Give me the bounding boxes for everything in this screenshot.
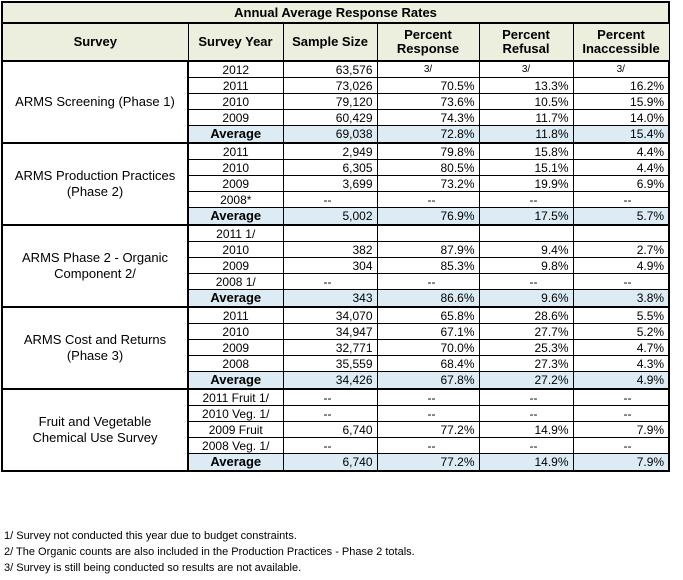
sample-size-cell: 60,429 xyxy=(283,110,377,126)
percent-inaccessible-cell xyxy=(573,225,669,242)
percent-inaccessible-cell: -- xyxy=(573,438,669,454)
sample-size-cell: 35,559 xyxy=(283,356,377,372)
percent-refusal-cell: 15.1% xyxy=(479,160,573,176)
survey-year-cell: 2009 xyxy=(188,110,283,126)
average-label: Average xyxy=(188,290,283,308)
survey-year-cell: 2008* xyxy=(188,192,283,208)
survey-year-cell: 2011 1/ xyxy=(188,225,283,242)
sample-size-cell: 304 xyxy=(283,258,377,274)
percent-response-cell: -- xyxy=(377,406,479,422)
average-sample-size: 69,038 xyxy=(283,126,377,144)
average-percent-inaccessible: 4.9% xyxy=(573,372,669,390)
survey-year-cell: 2010 xyxy=(188,94,283,110)
table-row xyxy=(2,389,669,406)
table-row xyxy=(2,61,669,78)
survey-year-cell: 2009 xyxy=(188,340,283,356)
sample-size-cell: 32,771 xyxy=(283,340,377,356)
average-sample-size: 5,002 xyxy=(283,208,377,226)
survey-year-cell: 2009 Fruit xyxy=(188,422,283,438)
percent-refusal-cell: 10.5% xyxy=(479,94,573,110)
average-sample-size: 34,426 xyxy=(283,372,377,390)
percent-inaccessible-cell: 15.9% xyxy=(573,94,669,110)
header-percent-response: Percent Response xyxy=(377,23,479,61)
percent-refusal-cell: 13.3% xyxy=(479,78,573,94)
percent-refusal-cell: -- xyxy=(479,274,573,290)
percent-response-cell: -- xyxy=(377,192,479,208)
percent-refusal-cell: -- xyxy=(479,389,573,406)
percent-refusal-cell: -- xyxy=(479,406,573,422)
sample-size-cell: -- xyxy=(283,438,377,454)
sample-size-cell: 3,699 xyxy=(283,176,377,192)
sample-size-cell: 6,305 xyxy=(283,160,377,176)
percent-refusal-cell: 19.9% xyxy=(479,176,573,192)
header-percent-refusal: Percent Refusal xyxy=(479,23,573,61)
header-survey: Survey xyxy=(2,23,188,61)
response-rates-table xyxy=(1,1,670,472)
average-percent-response: 72.8% xyxy=(377,126,479,144)
sample-size-cell: 73,026 xyxy=(283,78,377,94)
percent-inaccessible-cell: 16.2% xyxy=(573,78,669,94)
percent-inaccessible-cell: -- xyxy=(573,192,669,208)
survey-year-cell: 2010 xyxy=(188,160,283,176)
survey-year-cell: 2011 Fruit 1/ xyxy=(188,389,283,406)
survey-year-cell: 2011 xyxy=(188,78,283,94)
survey-name: ARMS Phase 2 - Organic Component 2/ xyxy=(2,225,188,307)
percent-inaccessible-cell: 5.2% xyxy=(573,324,669,340)
average-percent-refusal: 14.9% xyxy=(479,454,573,472)
sample-size-cell: 63,576 xyxy=(283,61,377,78)
percent-response-cell: -- xyxy=(377,438,479,454)
percent-response-cell: 70.5% xyxy=(377,78,479,94)
survey-year-cell: 2009 xyxy=(188,176,283,192)
table-body xyxy=(2,61,669,471)
average-percent-response: 77.2% xyxy=(377,454,479,472)
survey-year-cell: 2008 1/ xyxy=(188,274,283,290)
percent-refusal-cell: 14.9% xyxy=(479,422,573,438)
header-sample-size: Sample Size xyxy=(283,23,377,61)
percent-inaccessible-cell: 6.9% xyxy=(573,176,669,192)
percent-inaccessible-cell: 7.9% xyxy=(573,422,669,438)
average-label: Average xyxy=(188,454,283,472)
survey-year-cell: 2010 xyxy=(188,324,283,340)
survey-name: Fruit and Vegetable Chemical Use Survey xyxy=(2,389,188,471)
response-rates-table-container xyxy=(1,1,668,472)
sample-size-cell: -- xyxy=(283,389,377,406)
percent-inaccessible-cell: 4.7% xyxy=(573,340,669,356)
survey-year-cell: 2011 xyxy=(188,307,283,324)
percent-response-cell: 70.0% xyxy=(377,340,479,356)
header-percent-inaccessible: Percent Inaccessible xyxy=(573,23,669,61)
percent-inaccessible-cell: -- xyxy=(573,274,669,290)
survey-year-cell: 2010 Veg. 1/ xyxy=(188,406,283,422)
percent-inaccessible-cell: 4.4% xyxy=(573,143,669,160)
survey-year-cell: 2010 xyxy=(188,242,283,258)
average-percent-refusal: 27.2% xyxy=(479,372,573,390)
percent-inaccessible-cell: 2.7% xyxy=(573,242,669,258)
percent-refusal-cell: 27.7% xyxy=(479,324,573,340)
percent-refusal-cell xyxy=(479,225,573,242)
sample-size-cell: 34,947 xyxy=(283,324,377,340)
percent-response-cell: 68.4% xyxy=(377,356,479,372)
percent-inaccessible-cell: 4.3% xyxy=(573,356,669,372)
percent-response-cell: 73.6% xyxy=(377,94,479,110)
average-sample-size: 6,740 xyxy=(283,454,377,472)
table-row xyxy=(2,143,669,160)
percent-refusal-cell: 25.3% xyxy=(479,340,573,356)
header-row xyxy=(2,23,669,61)
percent-inaccessible-cell: 4.9% xyxy=(573,258,669,274)
sample-size-cell: -- xyxy=(283,192,377,208)
sample-size-cell: 6,740 xyxy=(283,422,377,438)
percent-response-cell: 85.3% xyxy=(377,258,479,274)
percent-response-cell: -- xyxy=(377,389,479,406)
average-percent-inaccessible: 15.4% xyxy=(573,126,669,144)
sample-size-cell: -- xyxy=(283,274,377,290)
percent-response-cell: 3/ xyxy=(377,61,479,78)
average-percent-refusal: 9.6% xyxy=(479,290,573,308)
footnote-2: 2/ The Organic counts are also included in the Production Practices - Phase 2 totals. xyxy=(4,546,415,558)
percent-refusal-cell: 9.8% xyxy=(479,258,573,274)
table-title: Annual Average Response Rates xyxy=(2,2,669,23)
sample-size-cell: 2,949 xyxy=(283,143,377,160)
percent-response-cell: 67.1% xyxy=(377,324,479,340)
table-row xyxy=(2,225,669,242)
survey-year-cell: 2011 xyxy=(188,143,283,160)
percent-response-cell: 80.5% xyxy=(377,160,479,176)
percent-inaccessible-cell: 5.5% xyxy=(573,307,669,324)
average-label: Average xyxy=(188,126,283,144)
sample-size-cell: -- xyxy=(283,406,377,422)
footnotes xyxy=(4,528,415,576)
percent-response-cell: 79.8% xyxy=(377,143,479,160)
percent-inaccessible-cell: 3/ xyxy=(573,61,669,78)
footnote-3: 3/ Survey is still being conducted so results are not available. xyxy=(4,562,302,574)
percent-refusal-cell: -- xyxy=(479,192,573,208)
survey-year-cell: 2012 xyxy=(188,61,283,78)
survey-year-cell: 2008 xyxy=(188,356,283,372)
percent-refusal-cell: 28.6% xyxy=(479,307,573,324)
percent-inaccessible-cell: -- xyxy=(573,389,669,406)
sample-size-cell xyxy=(283,225,377,242)
average-percent-inaccessible: 3.8% xyxy=(573,290,669,308)
percent-response-cell: 74.3% xyxy=(377,110,479,126)
survey-year-cell: 2008 Veg. 1/ xyxy=(188,438,283,454)
percent-response-cell: 77.2% xyxy=(377,422,479,438)
percent-refusal-cell: -- xyxy=(479,438,573,454)
survey-year-cell: 2009 xyxy=(188,258,283,274)
average-sample-size: 343 xyxy=(283,290,377,308)
average-percent-refusal: 17.5% xyxy=(479,208,573,226)
average-label: Average xyxy=(188,372,283,390)
survey-name: ARMS Screening (Phase 1) xyxy=(2,61,188,143)
sample-size-cell: 79,120 xyxy=(283,94,377,110)
percent-response-cell: 87.9% xyxy=(377,242,479,258)
percent-response-cell xyxy=(377,225,479,242)
average-percent-inaccessible: 7.9% xyxy=(573,454,669,472)
percent-refusal-cell: 9.4% xyxy=(479,242,573,258)
percent-response-cell: -- xyxy=(377,274,479,290)
average-percent-inaccessible: 5.7% xyxy=(573,208,669,226)
sample-size-cell: 382 xyxy=(283,242,377,258)
percent-response-cell: 65.8% xyxy=(377,307,479,324)
percent-inaccessible-cell: 14.0% xyxy=(573,110,669,126)
percent-inaccessible-cell: 4.4% xyxy=(573,160,669,176)
average-percent-refusal: 11.8% xyxy=(479,126,573,144)
percent-inaccessible-cell: -- xyxy=(573,406,669,422)
average-percent-response: 76.9% xyxy=(377,208,479,226)
table-row xyxy=(2,307,669,324)
percent-response-cell: 73.2% xyxy=(377,176,479,192)
average-percent-response: 67.8% xyxy=(377,372,479,390)
footnote-1: 1/ Survey not conducted this year due to budget constraints. xyxy=(4,530,297,542)
percent-refusal-cell: 15.8% xyxy=(479,143,573,160)
average-percent-response: 86.6% xyxy=(377,290,479,308)
survey-name: ARMS Cost and Returns (Phase 3) xyxy=(2,307,188,389)
average-label: Average xyxy=(188,208,283,226)
sample-size-cell: 34,070 xyxy=(283,307,377,324)
survey-name: ARMS Production Practices (Phase 2) xyxy=(2,143,188,225)
percent-refusal-cell: 11.7% xyxy=(479,110,573,126)
percent-refusal-cell: 3/ xyxy=(479,61,573,78)
header-survey-year: Survey Year xyxy=(188,23,283,61)
percent-refusal-cell: 27.3% xyxy=(479,356,573,372)
